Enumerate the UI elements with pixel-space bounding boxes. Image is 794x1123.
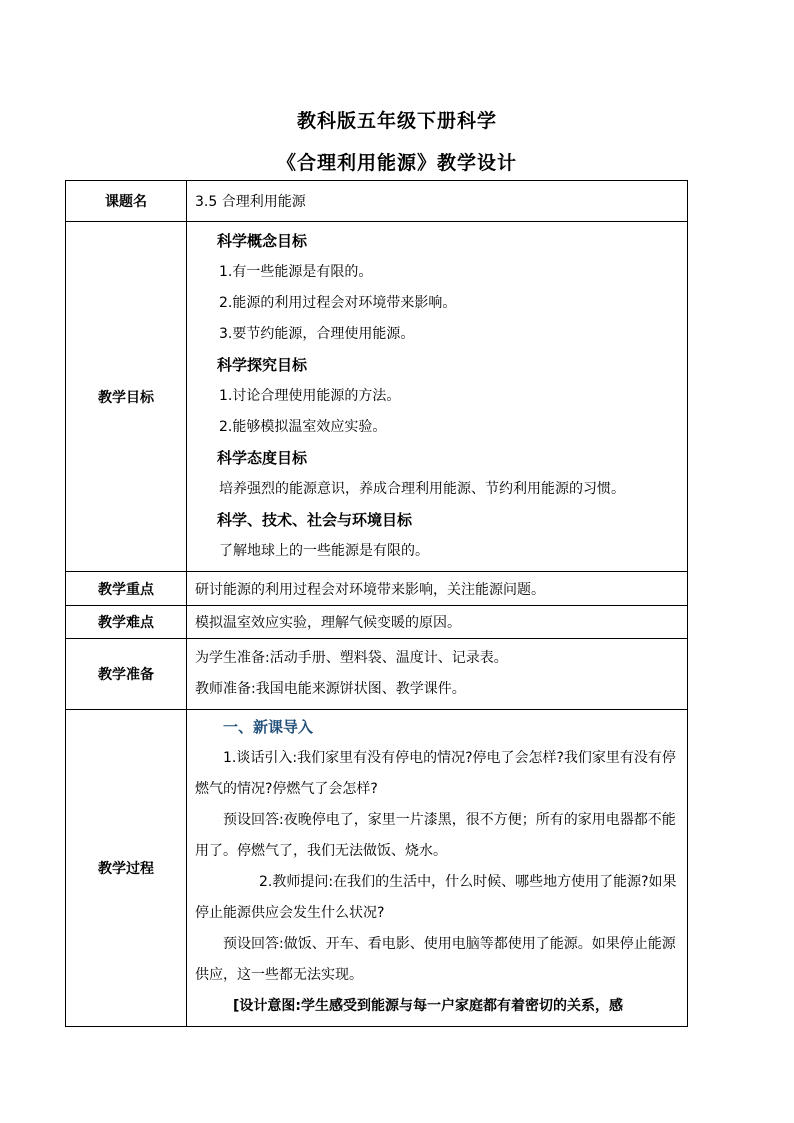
document-subtitle: 《合理利用能源》教学设计 [276, 152, 517, 174]
inquiry-goal-item: 1.讨论合理使用能源的方法。 [219, 388, 401, 404]
topic-text: 3.5 合理利用能源 [195, 194, 306, 210]
section-heading: 一、新课导入 [223, 718, 314, 736]
student-prep: 为学生准备:活动手册、塑料袋、温度计、记录表。 [195, 650, 508, 666]
process-paragraph: 预设回答:夜晚停电了，家里一片漆黑，很不方便；所有的家用电器都不能用了。停燃气了，我们无法做饭、烧水。 [195, 812, 676, 859]
table-row-goals [66, 222, 688, 572]
inquiry-goal-item: 2.能够模拟温室效应实验。 [219, 419, 387, 435]
attitude-goal-heading: 科学态度目标 [217, 449, 308, 467]
label-topic: 课题名 [66, 181, 187, 222]
teacher-prep: 教师准备:我国电能来源饼状图、教学课件。 [195, 681, 466, 697]
label-process: 教学过程 [66, 710, 187, 1027]
concept-goal-item: 3.要节约能源，合理使用能源。 [219, 326, 415, 342]
table-row-topic [66, 181, 688, 222]
concept-goal-item: 1.有一些能源是有限的。 [219, 264, 373, 280]
table-row-prep [66, 639, 688, 710]
table-row-key [66, 572, 688, 606]
process-paragraph: 预设回答:做饭、开车、看电影、使用电脑等都使用了能源。如果停止能源供应，这一些都无法实现。 [195, 936, 676, 983]
value-difficult [187, 606, 688, 639]
difficult-text: 模拟温室效应实验，理解气候变暖的原因。 [195, 615, 461, 631]
table-row-process [66, 710, 688, 1027]
value-prep [187, 639, 688, 710]
value-topic [187, 181, 688, 222]
value-goals [187, 222, 688, 572]
label-difficult: 教学难点 [66, 606, 187, 639]
process-paragraph: 1.谈话引入:我们家里有没有停电的情况?停电了会怎样?我们家里有没有停燃气的情况?停燃气了会怎样? [195, 750, 676, 797]
label-goals: 教学目标 [66, 222, 187, 572]
concept-goal-heading: 科学概念目标 [217, 232, 308, 250]
value-key [187, 572, 688, 606]
key-text: 研讨能源的利用过程会对环境带来影响，关注能源问题。 [195, 581, 545, 598]
table-row-difficult [66, 606, 688, 639]
sts-goal-item: 了解地球上的一些能源是有限的。 [219, 543, 429, 559]
lesson-plan-table [65, 180, 688, 1027]
label-prep: 教学准备 [66, 639, 187, 710]
design-intent: [设计意图:学生感受到能源与每一户家庭都有着密切的关系，感 [233, 998, 623, 1014]
process-paragraph: 2.教师提问:在我们的生活中，什么时候、哪些地方使用了能源?如果停止能源供应会发生什么状况? [195, 874, 677, 921]
attitude-goal-item: 培养强烈的能源意识，养成合理利用能源、节约利用能源的习惯。 [219, 481, 625, 497]
concept-goal-item: 2.能源的利用过程会对环境带来影响。 [219, 295, 457, 311]
document-title: 教科版五年级下册科学 [296, 110, 497, 132]
label-key: 教学重点 [66, 572, 187, 606]
sts-goal-heading: 科学、技术、社会与环境目标 [217, 511, 413, 529]
value-process [187, 710, 688, 1027]
inquiry-goal-heading: 科学探究目标 [217, 356, 308, 374]
